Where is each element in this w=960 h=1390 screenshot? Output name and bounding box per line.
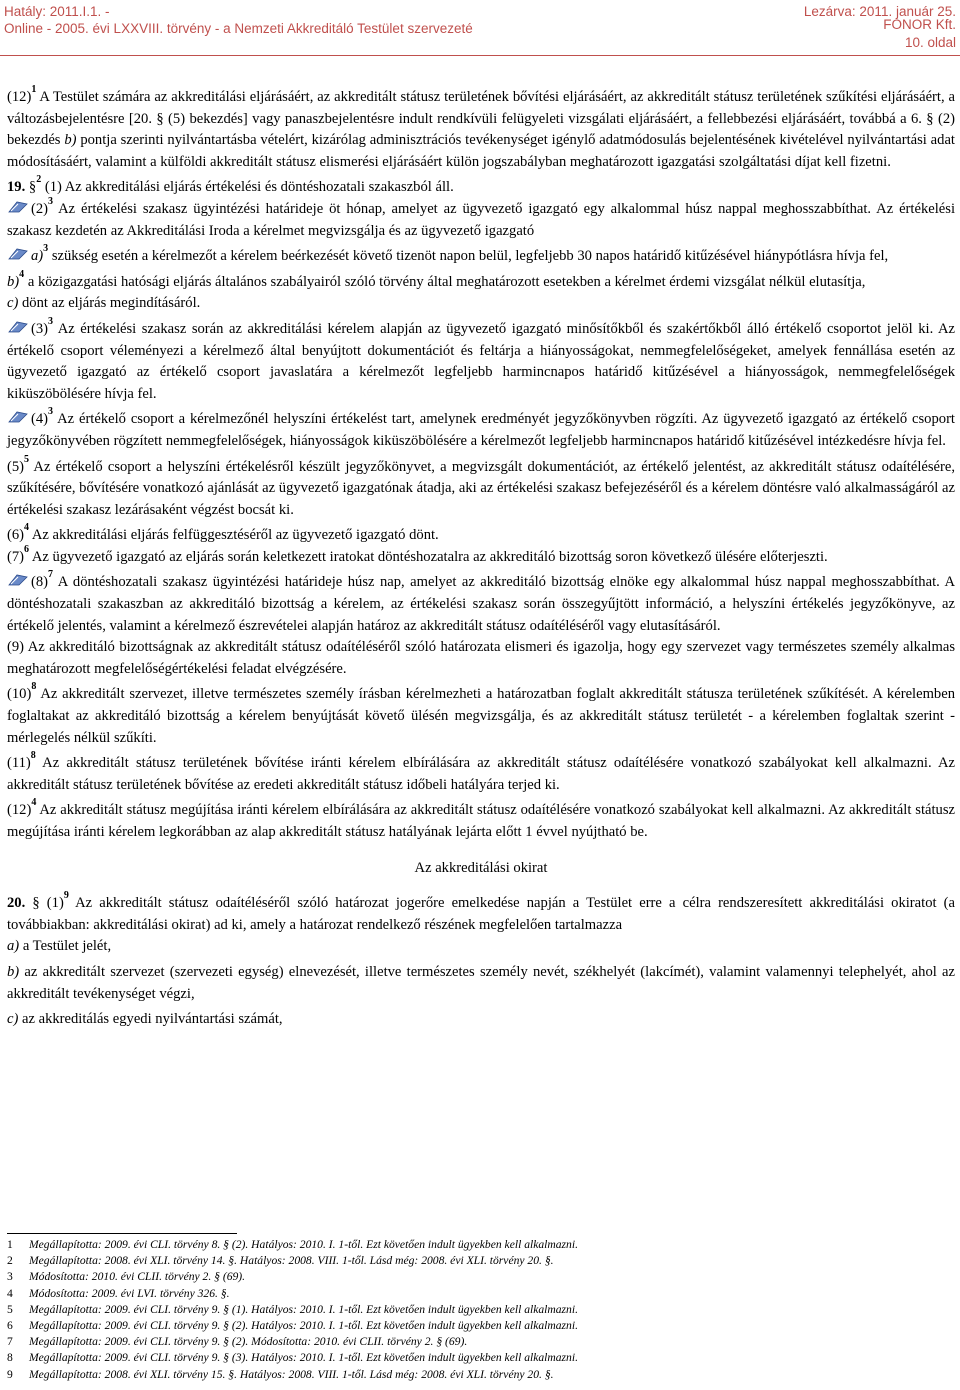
- point-label: b): [64, 132, 77, 149]
- section-number: 19.: [7, 179, 26, 196]
- paragraph-text: A döntéshozatali szakasz ügyintézési határideje húsz nap, amelyet az akkreditáló bizottság elnöke egy alkalommal húsz nappal meghosszabbíthat. A döntéshozatali szakaszban az akkreditáló bizottság a kérelem, az értékelési szakasz során összegyűjtött információ, a helyszíni értékelés jegyzőkönyve, az értékelő jelentés, valamint a kérelmező észrevételei alapján határoz az akkreditált státusz odaítéléséről vagy elutasításáról.: [7, 574, 955, 634]
- page-header: [0, 0, 960, 56]
- footnote-ref[interactable]: 5: [24, 453, 30, 465]
- section-19-10: [7, 681, 955, 749]
- paragraph-text: Az ügyvezető igazgató az eljárás során keletkezett iratokat döntéshozatalra az akkreditáló bizottság soron következő ülésére előterjeszti.: [29, 548, 828, 565]
- section-19-6: [7, 522, 955, 547]
- paragraph-text: pontja szerinti nyilvántartásba vételért, kizárólag adminisztrációs tevékenységet igénylő adatmódosulás bejelentésének kivételével nyilvántartási adat módosításáért, valamint a külföldi akkreditált státusz elismerési eljárásáért külön jogszabályban meghatározott igazgatási szolgáltatási díjat kell fizetni.: [7, 132, 955, 170]
- paragraph-text: (9) Az akkreditáló bizottságnak az akkreditált státusz odaítéléséről szóló határozata elismeri és igazolja, hogy egy szervezet vagy természetes személy alkalmas meghatározott megfelelőségértékelési feladat elvégzésére.: [7, 639, 955, 677]
- section-19-7: [7, 543, 955, 569]
- page-number: 10. oldal: [904, 35, 956, 50]
- footnote-ref[interactable]: 8: [30, 750, 36, 762]
- section-19-2-c: [7, 293, 955, 315]
- section-sign: §: [25, 895, 47, 912]
- section-20-1-c: [7, 1009, 955, 1031]
- paragraph-text: Az akkreditálási eljárás felfüggesztéséről az ügyvezető igazgató dönt.: [29, 527, 439, 544]
- point-label: c): [7, 1011, 19, 1028]
- section-19-11: [7, 750, 955, 796]
- paragraph-number: (4): [31, 411, 49, 428]
- paragraph-text: Az akkreditált státusz odaítéléséről szóló határozat jogerőre emelkedése napján a Testület erre a célra rendszeresített akkreditálási okiratot (a továbbiakban: akkreditálási okirat) ad ki, amely a határozat rendelkező részének megfelelően tartalmazza: [7, 895, 955, 933]
- footnote-number: 7: [7, 1335, 13, 1349]
- paragraph-text: Az akkreditált szervezet, illetve természetes személy írásban kérelmezheti a határozatban foglalt akkreditált státusza területének szűkítését. A kérelemben foglaltakat az akkreditáló bizottság a kérelem benyújtását követő ülésén megvizsgálja, és az akkreditált státusz területét - a kérelemben foglaltak szerint - mérlegelés nélkül szűkíti.: [7, 686, 955, 746]
- section-19-12: [7, 797, 955, 843]
- footnote-text: Megállapította: 2009. évi CLI. törvény 9. § (2). Módosította: 2010. évi CLII. törvény 2. § (69).: [29, 1335, 468, 1349]
- paragraph-text: Az értékelési szakasz során az akkreditálási kérelem alapján az ügyvezető igazgató minősítőkből és szakértőkből álló értékelő csoportot jelöl ki. Az értékelő csoport véleményezi a kérelmező által benyújtott dokumentációt és feltárja a hiányosságokat, nemmegfelelőségeket, amelyek fennállása esetén az ügyvezető igazgató az értékelő csoport javaslatára a kérelmezőt legfeljebb harmincnapos határidő kitűzésével a hiányosságok, nemmegfelelőségek kiküszöbölésére hívja fel.: [7, 320, 955, 402]
- footnote: [7, 1350, 955, 1366]
- footnote-ref[interactable]: 3: [48, 406, 54, 418]
- amendment-icon[interactable]: [7, 573, 29, 587]
- point-label: a): [7, 938, 20, 955]
- publisher: FONOR Kft.: [883, 17, 956, 32]
- section-20-1-b: [7, 962, 955, 1005]
- footnote-ref[interactable]: 9: [63, 890, 69, 902]
- footnote-number: 9: [7, 1367, 13, 1381]
- section-19-5: [7, 453, 955, 522]
- point-label: c): [7, 295, 19, 312]
- footnote-number: 2: [7, 1254, 13, 1268]
- paragraph-number: (3): [31, 320, 49, 337]
- footnote-number: 3: [7, 1270, 13, 1284]
- footnote-ref[interactable]: 7: [48, 569, 54, 581]
- section-19-1: [7, 174, 955, 199]
- footnote: [7, 1318, 955, 1334]
- section-19-9: [7, 637, 955, 680]
- paragraph-text: a közigazgatási hatósági eljárás általános szabályairól szóló törvény által meghatározott esetekben a kérelmet érdemi vizsgálat nélkül elutasítja,: [24, 273, 866, 290]
- paragraph-text: az akkreditálás egyedi nyilvántartási számát,: [18, 1011, 283, 1028]
- footnote-ref[interactable]: 2: [36, 174, 42, 186]
- footnote-ref[interactable]: 4: [19, 268, 25, 280]
- footnote-number: 5: [7, 1302, 13, 1316]
- section-19-8: [7, 569, 955, 637]
- paragraph-number: (8): [31, 574, 49, 591]
- paragraph-text: a Testület jelét,: [19, 938, 112, 955]
- paragraph-number: (12): [7, 89, 32, 105]
- paragraph-text: Az értékelési szakasz ügyintézési határideje öt hónap, amelyet az ügyvezető igazgató egy alkalommal húsz nappal meghosszabbíthat. Az értékelési szakasz kezdetén az Akkreditálási Iroda a kérelmet megvizsgálja és az ügyvezető igazgató: [7, 200, 955, 239]
- amendment-icon[interactable]: [7, 320, 29, 334]
- footnote-ref[interactable]: 3: [48, 315, 54, 327]
- section-19-4: [7, 406, 955, 452]
- footnote-text: Megállapította: 2008. évi XLI. törvény 15. §. Hatályos: 2008. VIII. 1-től. Lásd még: 2008. évi XLI. törvény 20. §.: [29, 1367, 554, 1381]
- point-label: b): [7, 963, 20, 980]
- footnote-ref[interactable]: 3: [43, 243, 49, 255]
- footnote-text: Megállapította: 2009. évi CLI. törvény 9. § (3). Hatályos: 2010. I. 1-től. Ezt követően indult ügyekben kell alkalmazni.: [29, 1351, 578, 1365]
- section-20-1-a: [7, 936, 955, 958]
- footnote-ref[interactable]: 6: [24, 543, 30, 555]
- footnote-text: Módosította: 2010. évi CLII. törvény 2. § (69).: [29, 1270, 246, 1284]
- footnote-divider: [7, 1233, 237, 1234]
- section-19-2-b: [7, 268, 955, 294]
- paragraph-18-12: [7, 84, 955, 173]
- paragraph-number: (12): [7, 802, 32, 819]
- document-body: [7, 84, 955, 1031]
- footnote-text: Megállapította: 2009. évi CLI. törvény 8. § (2). Hatályos: 2010. I. 1-től. Ezt követően indult ügyekben kell alkalmazni.: [29, 1238, 578, 1251]
- point-label: a): [31, 248, 44, 265]
- paragraph-number: (1): [46, 895, 64, 912]
- law-title: Online - 2005. évi LXXVIII. törvény - a Nemzeti Akkreditáló Testület szervezeté: [4, 21, 473, 36]
- section-20-1: [7, 890, 955, 936]
- validity-text: Hatály: 2011.I.1. -: [4, 4, 110, 19]
- footnote-text: Megállapította: 2009. évi CLI. törvény 9. § (1). Hatályos: 2010. I. 1-től. Ezt követően indult ügyekben kell alkalmazni.: [29, 1302, 578, 1316]
- closed-date: Lezárva: 2011. január 25.: [803, 4, 956, 19]
- paragraph-text: Az értékelő csoport a kérelmezőnél helyszíni értékelést tart, amelynek eredményét jegyzőkönyvben rögzíti. Az ügyvezető igazgató az értékelő csoport jegyzőkönyvében rögzített nemmegfelelőségek, hiányosságok kiküszöbölésére a kérelmezőt legfeljebb harmincnapos határidő kitűzésével intézkedésre hívja fel.: [7, 411, 955, 449]
- paragraph-text: dönt az eljárás megindításáról.: [18, 295, 201, 312]
- footnote: [7, 1253, 955, 1269]
- paragraph-text: Az értékelő csoport a helyszíni értékelésről készült jegyzőkönyvet, a megvizsgált dokumentációt, az értékelő jelentést, az akkreditált státusz odaítélésére, szűkítésére, bővítésére vonatkozó ajánlását az ügyvezető igazgatónak átadja, aki az értékelési szakasz befejezéséről és a kérelem döntésre való alkalmasságáról az értékelési szakasz lezárásaként végzést bocsát ki.: [7, 458, 955, 518]
- paragraph-number: (2): [31, 200, 49, 217]
- paragraph-number: (5): [7, 458, 25, 475]
- paragraph-text: Az akkreditált státusz megújítása iránti kérelem elbírálására az akkreditált státusz odaítélésére vonatkozó szabályokat kell alkalmazni. Az akkreditált státusz megújítása iránti kérelem legkorábban az alap akkreditált státusz hatályának lejárta előtt 1 évvel nyújtható be.: [7, 802, 955, 840]
- amendment-icon[interactable]: [7, 247, 29, 261]
- footnote-number: 1: [7, 1238, 13, 1251]
- footnote-text: Módosította: 2009. évi LVI. törvény 326. §.: [29, 1286, 230, 1300]
- section-19-3: [7, 315, 955, 405]
- footnote: [7, 1367, 955, 1383]
- section-sign: §: [28, 179, 37, 196]
- footnote: [7, 1302, 955, 1318]
- point-label: b): [7, 273, 20, 290]
- footnote-number: 6: [7, 1319, 13, 1333]
- footnote-ref[interactable]: 4: [24, 522, 30, 534]
- footnotes: [7, 1237, 955, 1383]
- paragraph-text: szükség esetén a kérelmezőt a kérelem beérkezését követő tizenöt napon belül, legfeljebb 30 napos határidő kitűzésével hiánypótlásra hívja fel,: [48, 248, 889, 265]
- paragraph-number: (6): [7, 527, 25, 544]
- paragraph-text: Az akkreditált státusz területének bővítése iránti kérelem elbírálására az akkreditált státusz odaítélésére vonatkozó szabályokat kell alkalmazni. Az akkreditált státusz területének bővítése az eredeti akkreditált státusz időbeli hatályára terjed ki.: [7, 755, 955, 793]
- footnote-number: 8: [7, 1351, 13, 1365]
- section-19-2-a: [7, 243, 955, 268]
- footnote: [7, 1286, 955, 1302]
- paragraph-text: A Testület számára az akkreditálási eljárásáért, az akkreditált státusz területének bővítési eljárásáért, az akkreditált státusz területének szűkítési eljárásáért, a változásbejelentésre [20. § (5) bekezdés] vagy panaszbejelentésre indult rendkívüli felügyeleti vizsgálati eljárásáért, a fellebbezési eljárásáért, továbbá a 6. § (2) bekezdés: [7, 89, 955, 149]
- header-divider: [0, 55, 960, 56]
- subheading: Az akkreditálási okirat: [414, 859, 548, 876]
- paragraph-number: (10): [7, 686, 32, 703]
- amendment-icon[interactable]: [7, 410, 29, 424]
- footnote-number: 4: [7, 1286, 13, 1300]
- paragraph-number: (11): [7, 755, 31, 772]
- footnote: [7, 1237, 955, 1253]
- section-19-2: [7, 195, 955, 242]
- paragraph-text: az akkreditált szervezet (szervezeti egység) elnevezését, illetve természetes személy nevét, székhelyét (lakcímét), valamint valamennyi telephelyét, ahol az akkreditált tevékenységet végzi,: [7, 963, 955, 1002]
- footnote-ref[interactable]: 4: [31, 797, 37, 809]
- paragraph-number: (7): [7, 548, 25, 565]
- footnote-ref[interactable]: 1: [31, 84, 37, 95]
- paragraph-text: (1) Az akkreditálási eljárás értékelési és döntéshozatali szakaszból áll.: [41, 179, 454, 196]
- footnote: [7, 1269, 955, 1285]
- footnote: [7, 1334, 955, 1350]
- footnote-ref[interactable]: 8: [31, 681, 37, 693]
- amendment-icon[interactable]: [7, 200, 29, 214]
- section-number: 20.: [7, 895, 26, 912]
- footnote-ref[interactable]: 3: [48, 195, 54, 207]
- footnote-text: Megállapította: 2008. évi XLI. törvény 14. §. Hatályos: 2008. VIII. 1-től. Lásd még: 2008. évi XLI. törvény 20. §.: [29, 1254, 554, 1268]
- footnote-text: Megállapította: 2009. évi CLI. törvény 9. § (2). Hatályos: 2010. I. 1-től. Ezt követően indult ügyekben kell alkalmazni.: [29, 1319, 578, 1333]
